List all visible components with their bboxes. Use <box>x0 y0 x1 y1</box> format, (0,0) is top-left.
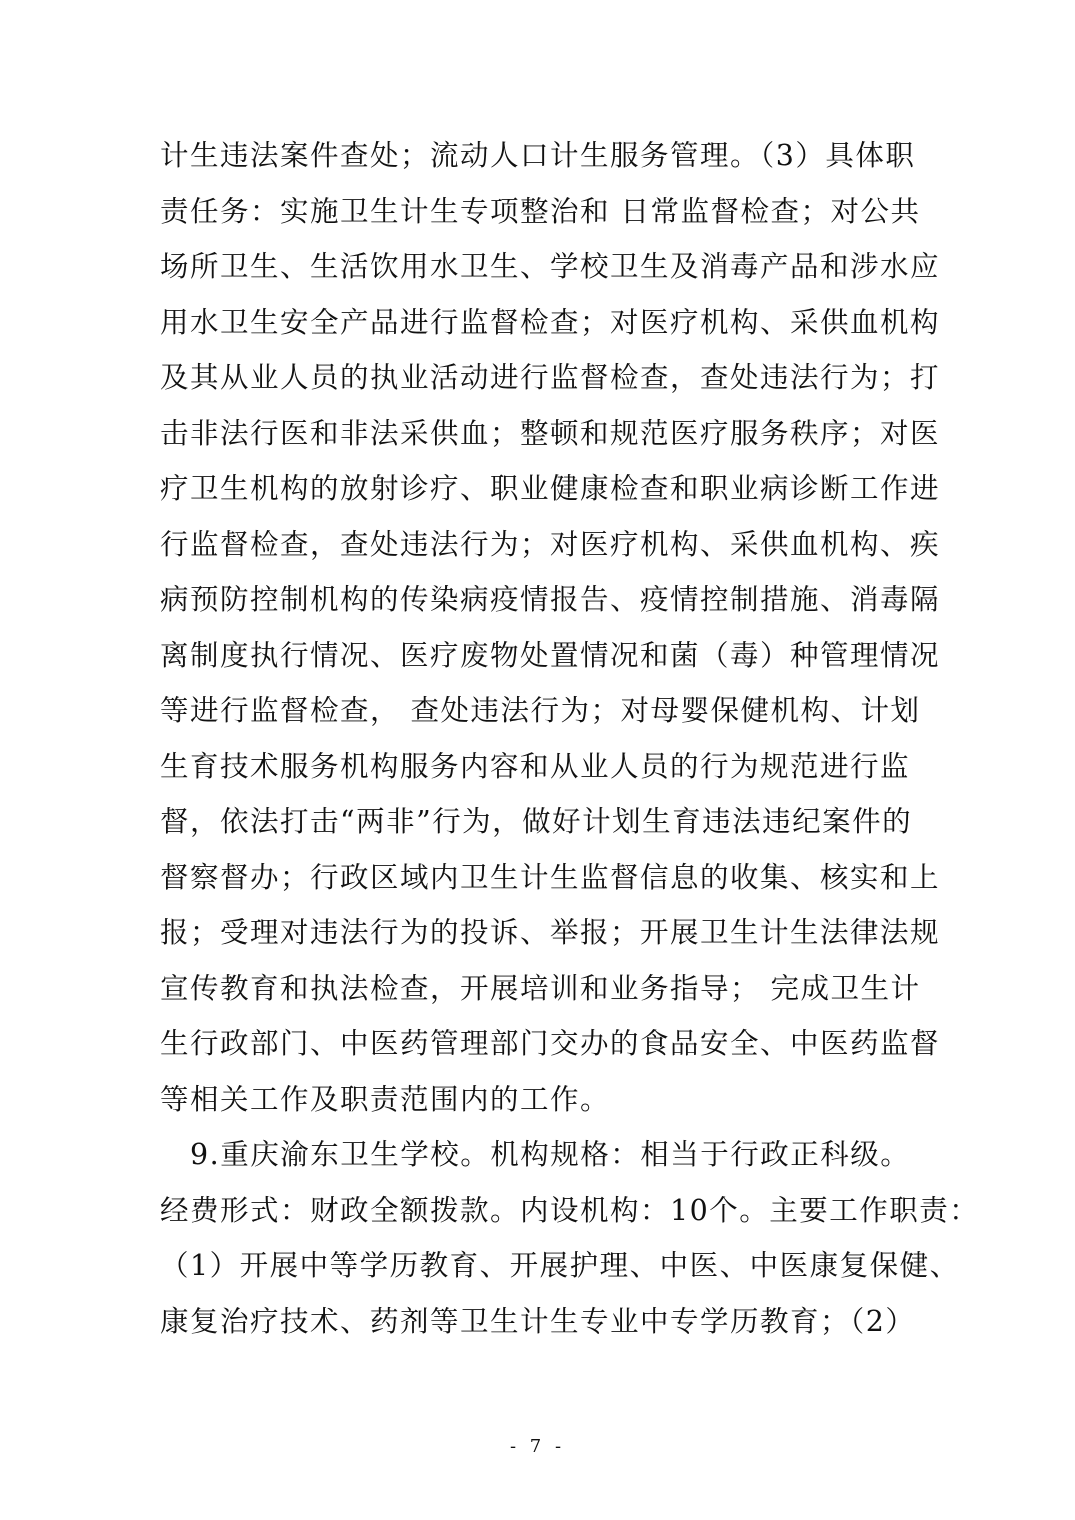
text-line-3: 场所卫生、生活饮用水卫生、学校卫生及消毒产品和涉水应 <box>160 250 941 283</box>
text-line-7: 疗卫生机构的放射诊疗、职业健康检查和职业病诊断工作进 <box>160 472 941 505</box>
text-line-10: 离制度执行情况、医疗废物处置情况和菌（毒）种管理情况 <box>160 638 941 672</box>
text-line-14: 督察督办；行政区域内卫生计生监督信息的收集、核实和上 <box>160 860 941 894</box>
page-number: - 7 - <box>509 1436 566 1457</box>
text-line-18: 等相关工作及职责范围内的工作。 <box>160 1082 611 1116</box>
text-line-2: 责任务：实施卫生计生专项整治和 日常监督检查；对公共 <box>160 194 921 228</box>
text-line-1: 计生违法案件查处；流动人口计生服务管理。（3）具体职 <box>160 139 916 172</box>
text-line-21: （1）开展中等学历教育、开展护理、中医、中医康复保健、 <box>160 1249 960 1282</box>
text-line-4: 用水卫生安全产品进行监督检查；对医疗机构、采供血机构 <box>160 305 941 339</box>
text-line-11: 等进行监督检查， 查处违法行为；对母婴保健机构、计划 <box>160 694 921 727</box>
text-line-16: 宣传教育和执法检查，开展培训和业务指导； 完成卫生计 <box>160 971 921 1005</box>
text-line-13: 督，依法打击“两非”行为，做好计划生育违法违纪案件的 <box>160 805 913 838</box>
text-line-9: 病预防控制机构的传染病疫情报告、疫情控制措施、消毒隔 <box>160 583 941 616</box>
text-line-8: 行监督检查，查处违法行为；对医疗机构、采供血机构、疾 <box>160 527 941 561</box>
text-line-20: 经费形式：财政全额拨款。内设机构：10个。主要工作职责： <box>160 1193 980 1227</box>
text-line-5: 及其从业人员的执业活动进行监督检查，查处违法行为；打 <box>160 361 941 394</box>
text-line-17: 生行政部门、中医药管理部门交办的食品安全、中医药监督 <box>160 1027 941 1060</box>
text-line-22: 康复治疗技术、药剂等卫生计生专业中专学历教育；（2） <box>160 1304 916 1338</box>
text-line-6: 击非法行医和非法采供血；整顿和规范医疗服务秩序；对医 <box>160 416 941 450</box>
text-line-19: 9.重庆渝东卫生学校。机构规格：相当于行政正科级。 <box>160 1138 911 1171</box>
body-text <box>160 128 980 1349</box>
text-line-12: 生育技术服务机构服务内容和从业人员的行为规范进行监 <box>160 749 911 783</box>
text-line-15: 报；受理对违法行为的投诉、举报；开展卫生计生法律法规 <box>160 916 941 949</box>
